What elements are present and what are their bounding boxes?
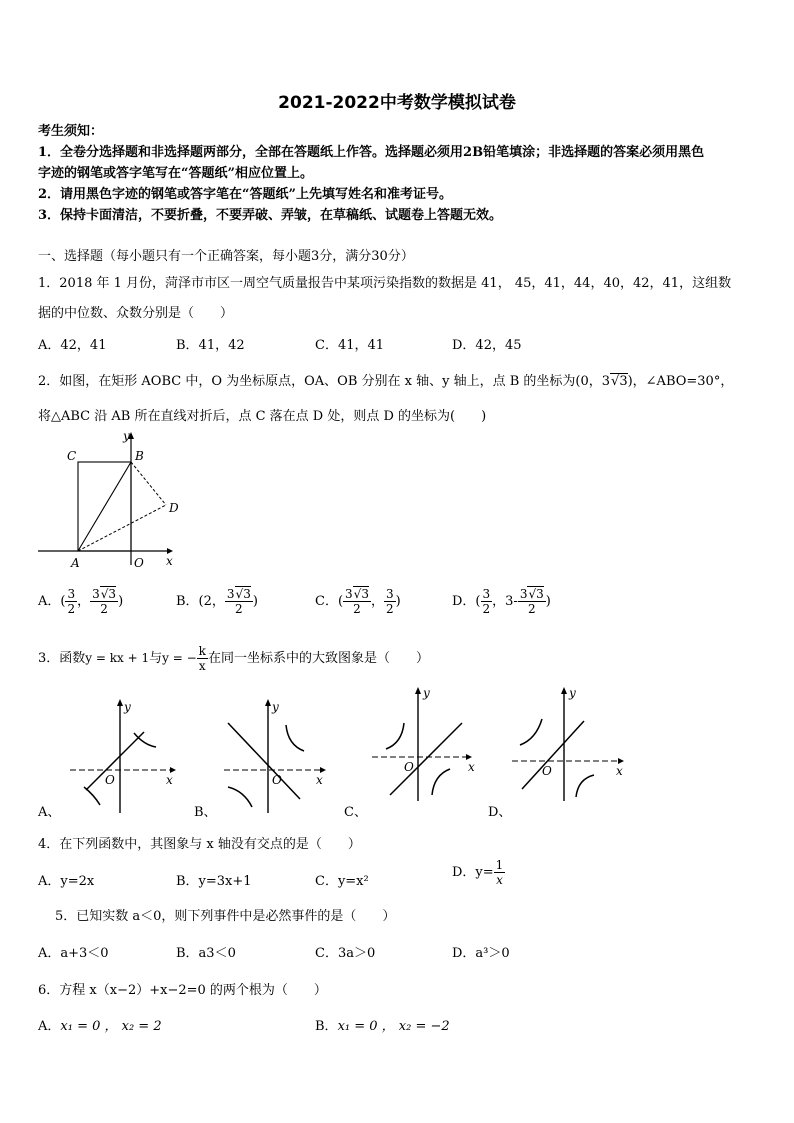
q6-a-value: x₁ = 0 ， x₂ = 2 xyxy=(60,1019,162,1034)
q5-option-d: D．a³＞0 xyxy=(452,946,510,961)
hyperbola-branch-1 xyxy=(134,733,156,747)
q6-stem: 6．方程 x（x−2）+x−2=0 的两个根为（ ） xyxy=(38,983,327,998)
label-c: C xyxy=(67,449,77,463)
q3-stem xyxy=(38,645,429,672)
label-o: O xyxy=(404,760,414,774)
q3-option-d: D、 xyxy=(488,805,512,820)
label-o: O xyxy=(105,773,115,787)
q2-c-sep: ， xyxy=(370,594,384,609)
q4-d-frac xyxy=(494,859,506,886)
label-x: x xyxy=(616,764,623,778)
q6-a-label: A． xyxy=(38,1019,61,1034)
line-graph xyxy=(522,721,584,789)
q2-stem-text: 2．如图，在矩形 AOBC 中，O 为坐标原点，OA、OB 分别在 x 轴、y 轴上，点 B 的坐标为(0，3 xyxy=(38,374,611,389)
q2-figure xyxy=(30,428,190,573)
q3-graph-d xyxy=(508,683,628,803)
q2-option-d xyxy=(452,588,551,615)
q2-d-f2-coef: 3 xyxy=(519,587,528,601)
q2-d-f2-num: 3√3 xyxy=(519,587,544,601)
q3-graph-b xyxy=(216,695,331,815)
q2-c-f1-num: 3√3 xyxy=(345,587,369,601)
q4-d-prefix: D．y= xyxy=(452,865,494,880)
q2-a-sep: ， xyxy=(77,594,91,609)
q3-prefix: 3．函数 xyxy=(38,651,86,666)
q1-stem-cont: 据的中位数、众数分别是（ ） xyxy=(38,306,234,321)
q2-b-frac xyxy=(225,588,253,615)
q2-sqrt: √3 xyxy=(611,374,628,389)
q2-b-coef: 3 xyxy=(226,587,235,601)
q3-option-b: B、 xyxy=(194,805,217,820)
hyperbola-branch-2 xyxy=(432,769,450,795)
label-o: O xyxy=(134,556,144,570)
q2-c-frac1 xyxy=(343,588,371,615)
hyperbola-branch-1 xyxy=(520,719,542,745)
hyperbola-branch-1 xyxy=(386,723,404,749)
q6-option-a xyxy=(38,1015,162,1034)
label-y: y xyxy=(569,686,576,700)
q2-stem-cont: 将△ABC 沿 AB 所在直线对折后，点 C 落在点 D 处，则点 D 的坐标为( ) xyxy=(38,409,487,424)
notice-item-1: 1．全卷分选择题和非选择题两部分，全部在答题纸上作答。选择题必须用2B铅笔填涂；非选择题的答案必须用黑色 xyxy=(38,145,705,160)
hyperbola-branch-1 xyxy=(286,725,304,751)
q2-a-f2-rad: 3 xyxy=(108,587,117,601)
q5-option-b: B．a3＜0 xyxy=(176,946,236,961)
label-b: B xyxy=(135,449,144,463)
hyperbola-branch-2 xyxy=(228,787,252,807)
q2-a-f2-coef: 3 xyxy=(92,587,100,601)
label-o: O xyxy=(542,764,552,778)
page-title: 2021-2022中考数学模拟试卷 xyxy=(278,93,516,113)
q2-d-prefix: D．( xyxy=(452,594,481,609)
q3-mid: 与 xyxy=(149,651,163,666)
q3-suffix: 在同一坐标系中的大致图象是（ ） xyxy=(207,651,429,666)
q2-c-f1-den: 2 xyxy=(353,602,361,616)
label-y: y xyxy=(123,429,130,443)
q4-option-b: B．y=3x+1 xyxy=(176,874,252,889)
q2-d-f1-den: 2 xyxy=(482,602,491,616)
label-o: O xyxy=(272,773,282,787)
label-x: x xyxy=(468,760,475,774)
q4-option-d xyxy=(452,859,505,886)
label-y: y xyxy=(124,700,131,714)
q1-option-a: A．42，41 xyxy=(38,338,107,353)
q2-d-suffix: ) xyxy=(545,594,551,609)
q3-func2-left: y = − xyxy=(162,651,197,665)
q3-func2-frac xyxy=(197,645,208,672)
q4-d-den: x xyxy=(496,873,503,887)
q6-b-label: B． xyxy=(315,1019,338,1034)
label-x: x xyxy=(316,773,323,787)
q2-b-prefix: B．(2， xyxy=(176,594,225,609)
q2-option-b xyxy=(176,588,258,615)
q3-func2-num: k xyxy=(198,644,206,658)
q2-c-suffix: ) xyxy=(395,594,401,609)
q2-c-f1-rad: 3 xyxy=(361,587,369,601)
q6-option-b xyxy=(315,1015,450,1034)
q1-stem: 1．2018 年 1 月份，菏泽市市区一周空气质量报告中某项污染指数的数据是 41， 45，41，44，40，42，41，这组数 xyxy=(38,276,732,291)
q4-option-a: A．y=2x xyxy=(38,874,95,889)
q2-c-prefix: C．( xyxy=(315,594,344,609)
diagonal-ab xyxy=(78,462,131,551)
q2-c-frac2 xyxy=(384,588,396,615)
notice-item-3: 3．保持卡面清洁，不要折叠，不要弄破、弄皱，在草稿纸、试题卷上答题无效。 xyxy=(38,208,503,223)
q5-stem: 5．已知实数 a＜0，则下列事件中是必然事件的是（ ） xyxy=(55,909,396,924)
label-x: x xyxy=(166,554,173,568)
q3-graph-a xyxy=(62,695,177,815)
q2-a-f2-den: 2 xyxy=(100,602,108,616)
notice-item-1-cont: 字迹的钢笔或答字笔写在“答题纸”相应位置上。 xyxy=(38,166,313,181)
hyperbola-branch-2 xyxy=(84,787,100,805)
q6-b-value: x₁ = 0 ， x₂ = −2 xyxy=(337,1019,450,1034)
q2-d-f1-num: 3 xyxy=(482,587,491,601)
q2-sqrt-radicand: 3 xyxy=(619,374,628,389)
q2-a-f1-num: 3 xyxy=(67,587,76,601)
q1-option-d: D．42，45 xyxy=(452,338,522,353)
q2-d-f2-rad: 3 xyxy=(536,587,544,601)
q4-d-num: 1 xyxy=(495,858,504,872)
q1-option-c: C．41，41 xyxy=(315,338,385,353)
label-y: y xyxy=(423,686,430,700)
line-graph xyxy=(228,723,300,799)
q5-option-c: C．3a＞0 xyxy=(315,946,376,961)
q2-stem xyxy=(38,370,733,389)
q2-option-c xyxy=(315,588,401,615)
label-a: A xyxy=(71,556,80,570)
label-d: D xyxy=(169,501,179,515)
label-x: x xyxy=(166,773,173,787)
q3-func1: y = kx + 1 xyxy=(85,651,150,665)
q2-stem-end: )，∠ABO=30°， xyxy=(627,374,734,389)
q4-option-c: C．y=x² xyxy=(315,874,369,889)
q2-c-f2-den: 2 xyxy=(385,602,394,616)
q2-d-sep: ，3- xyxy=(492,594,518,609)
q3-option-c: C、 xyxy=(344,805,367,820)
line-graph xyxy=(86,732,144,790)
q2-d-frac2 xyxy=(518,588,546,615)
q2-b-den: 2 xyxy=(235,602,243,616)
q2-a-prefix: A．( xyxy=(38,594,66,609)
q2-a-suffix: ) xyxy=(118,594,124,609)
notice-heading: 考生须知： xyxy=(38,124,104,139)
q2-a-frac1 xyxy=(65,588,77,615)
q2-c-f2-num: 3 xyxy=(385,587,394,601)
q2-c-f1-coef: 3 xyxy=(345,587,353,601)
q5-option-a: A．a+3＜0 xyxy=(38,946,109,961)
q2-b-rad: 3 xyxy=(243,587,251,601)
q3-option-a: A、 xyxy=(38,805,61,820)
label-y: y xyxy=(272,700,279,714)
section-heading: 一、选择题（每小题只有一个正确答案，每小题3分，满分30分） xyxy=(38,249,414,264)
q2-a-f1-den: 2 xyxy=(67,602,76,616)
q2-b-num: 3√3 xyxy=(226,587,251,601)
q2-d-frac1 xyxy=(481,588,493,615)
q4-stem: 4．在下列函数中，其图象与 x 轴没有交点的是（ ） xyxy=(38,837,361,852)
q2-d-f2-den: 2 xyxy=(527,602,536,616)
notice-item-2: 2．请用黑色字迹的钢笔或答字笔在“答题纸”上先填写姓名和准考证号。 xyxy=(38,187,453,202)
q2-a-frac2 xyxy=(90,588,118,615)
q2-b-suffix: ) xyxy=(252,594,258,609)
q2-a-f2-num: 3√3 xyxy=(92,587,117,601)
q2-option-a xyxy=(38,588,123,615)
q1-option-b: B．41，42 xyxy=(176,338,245,353)
q3-func2-den: x xyxy=(198,659,206,673)
q3-graph-c xyxy=(366,683,481,803)
dashed-bd xyxy=(131,462,166,505)
hyperbola-branch-2 xyxy=(576,775,594,797)
